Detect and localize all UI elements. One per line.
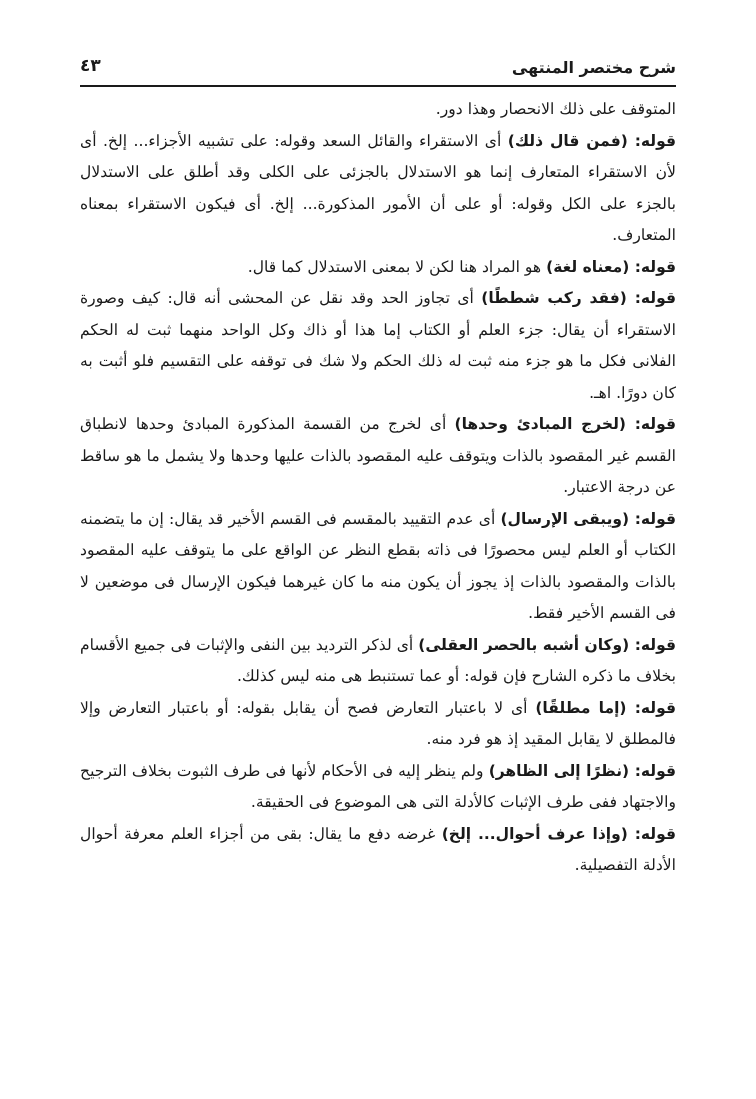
page-body: [80, 94, 676, 882]
quoted-phrase: (فمن قال ذلك): [507, 131, 628, 150]
quoted-phrase: (وإذا عرف أحوال... إلخ): [441, 824, 628, 843]
quoted-phrase: (نظرًا إلى الظاهر): [488, 761, 630, 780]
paragraph-text: أى الاستقراء والقائل السعد وقوله: على تشبيه الأجزاء... إلخ. أى لأن الاستقراء المتعارف إنما هو الاستدلال بالجزئى على الكلى وقد أطلق على الاستدلال بالجزء على الكل وقوله: أو على أن الأمور المذكورة... إلخ. أى فيكون الاستقراء بمعناه المتعارف.: [80, 131, 676, 244]
qawluhu-label: قوله:: [627, 824, 676, 843]
commentary-paragraph: [80, 126, 676, 252]
paragraph-text: غرضه دفع ما يقال: بقى من أجزاء العلم معرفة أحوال الأدلة التفصيلية.: [80, 824, 676, 874]
header-divider: [80, 85, 676, 87]
paragraph-text: المتوقف على ذلك الانحصار وهذا دور.: [435, 100, 676, 118]
qawluhu-label: قوله:: [626, 289, 676, 307]
paragraph-text: أى لذكر الترديد بين النفى والإثبات فى جميع الأقسام بخلاف ما ذكره الشارح فإن قوله: أو عما تستنبط هى منه ليس كذلك.: [80, 635, 676, 685]
commentary-paragraph: [80, 409, 676, 504]
qawluhu-label: قوله:: [629, 761, 676, 780]
quoted-phrase: (فقد ركب شططًا): [481, 289, 627, 307]
quoted-phrase: (لخرج المبادئ وحدها): [454, 415, 627, 433]
page-header: [80, 52, 676, 88]
qawluhu-label: قوله:: [626, 698, 676, 717]
quoted-phrase: (معناه لغة): [546, 257, 630, 276]
page-number: ٤٣: [80, 56, 101, 76]
quoted-phrase: (ويبقى الإرسال): [500, 509, 630, 528]
quoted-phrase: (وكان أشبه بالحصر العقلى): [418, 635, 630, 654]
commentary-paragraph: [80, 630, 676, 693]
paragraph-text: هو المراد هنا لكن لا بمعنى الاستدلال كما قال.: [247, 257, 547, 276]
qawluhu-label: قوله:: [629, 257, 676, 276]
commentary-paragraph: [80, 504, 676, 630]
paragraph-text: أى لا باعتبار التعارض فصح أن يقابل بقوله: أو باعتبار التعارض وإلا فالمطلق لا يقابل المقيد إذ هو فرد منه.: [80, 698, 676, 748]
paragraph-text: أى عدم التقييد بالمقسم فى القسم الأخير قد يقال: إن ما يتضمنه الكتاب أو العلم ليس محصورًا فى ذاته بقطع النظر عن الواقع على ما يتوقف عليه المقصود بالذات والمقصود بالذات إذ يجوز أن يكون منه ما كان غيرهما فيكون الإرسال فى موضعين لا فى القسم الأخير فقط.: [80, 509, 676, 622]
paragraph-text: أى تجاوز الحد وقد نقل عن المحشى أنه قال: كيف وصورة الاستقراء أن يقال: جزء العلم أو الكتاب إما هذا أو ذاك وكل الواحد منهما ثبت له الحكم الفلانى فكل ما هو جزء منه ثبت له ذلك الحكم ولا شك فى توقفه على التقسيم فلو أثبت به كان دورًا. اهـ.: [80, 289, 676, 402]
qawluhu-label: قوله:: [629, 635, 676, 654]
commentary-paragraph: [80, 756, 676, 819]
commentary-paragraph: [80, 283, 676, 409]
qawluhu-label: قوله:: [627, 131, 676, 150]
quoted-phrase: (إما مطلقًا): [535, 698, 627, 717]
running-title: شرح مختصر المنتهى: [511, 58, 676, 77]
paragraph-continuation: [80, 94, 676, 126]
commentary-paragraph: [80, 819, 676, 882]
paragraph-text: أى لخرج من القسمة المذكورة المبادئ وحدها لانطباق القسم غير المقصود بالذات ويتوقف عليه المقصود بالذات عليها وحدها ولا يشمل ما هو ساقط عن درجة الاعتبار.: [80, 415, 676, 496]
qawluhu-label: قوله:: [629, 509, 676, 528]
qawluhu-label: قوله:: [626, 415, 676, 433]
paragraph-text: ولم ينظر إليه فى الأحكام لأنها فى طرف الثبوت بخلاف الترجيح والاجتهاد ففى طرف الإثبات كالأدلة التى هى الموضوع فى الحقيقة.: [80, 761, 676, 811]
commentary-paragraph: [80, 693, 676, 756]
commentary-paragraph: [80, 252, 676, 284]
